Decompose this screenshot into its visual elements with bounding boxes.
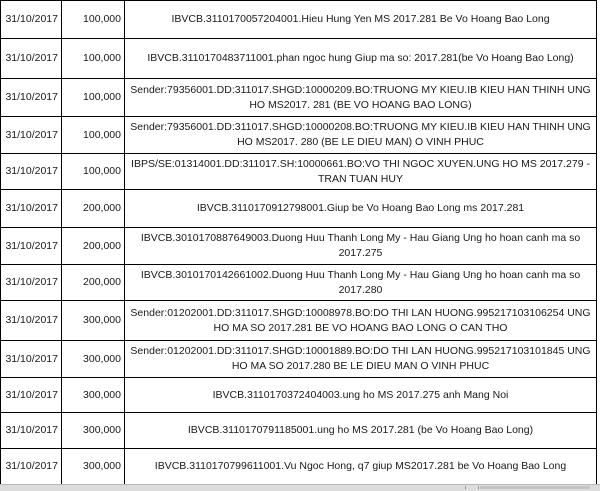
table-row [1,341,597,378]
description-cell: Sender:79356001.DD:311017.SHGD:10000209.BO:TRUONG MY KIEU.IB KIEU HAN THINH UNG HO MS2017. 281 (BE VO HOANG BAO LONG) [125,79,597,117]
amount-cell: 200,000 [62,265,125,301]
date-cell: 31/10/2017 [1,413,62,449]
description-cell: IBVCB.3010170142661002.Duong Huu Thanh Long My - Hau Giang Ung ho hoan canh ma so 2017.280 [125,265,597,301]
horizontal-scrollbar[interactable] [480,486,590,489]
amount-cell: 100,000 [62,79,125,117]
date-cell: 31/10/2017 [1,39,62,79]
table-row [1,449,597,485]
date-cell: 31/10/2017 [1,301,62,341]
amount-cell: 100,000 [62,39,125,79]
table-row [1,378,597,413]
amount-cell: 300,000 [62,301,125,341]
date-cell: 31/10/2017 [1,79,62,117]
description-cell: Sender:79356001.DD:311017.SHGD:10000208.BO:TRUONG MY KIEU.IB KIEU HAN THINH UNG HO MS2017. 280 (BE LE DIEU MAN) O VINH PHUC [125,117,597,154]
table-row [1,154,597,190]
date-cell: 31/10/2017 [1,265,62,301]
description-cell: IBPS/SE:01314001.DD:311017.SH:10000661.BO:VO THI NGOC XUYEN.UNG HO MS 2017.279 -TRAN TUAN HUY [125,154,597,190]
description-cell: Sender:01202001.DD:311017.SHGD:10008978.BO:DO THI LAN HUONG.995217103106254 UNG HO MA SO 2017.281 BE VO HOANG BAO LONG O CAN THO [125,301,597,341]
donation-table-body [1,1,597,485]
amount-cell: 200,000 [62,190,125,228]
date-cell: 31/10/2017 [1,190,62,228]
description-cell: IBVCB.3110170912798001.Giup be Vo Hoang Bao Long ms 2017.281 [125,190,597,228]
date-cell: 31/10/2017 [1,378,62,413]
description-cell: IBVCB.3010170887649003.Duong Huu Thanh Long My - Hau Giang Ung ho hoan canh ma so 2017.275 [125,228,597,265]
table-row [1,265,597,301]
table-row [1,1,597,39]
date-cell: 31/10/2017 [1,154,62,190]
table-row [1,190,597,228]
table-row [1,301,597,341]
amount-cell: 300,000 [62,378,125,413]
amount-cell: 100,000 [62,1,125,39]
date-cell: 31/10/2017 [1,1,62,39]
date-cell: 31/10/2017 [1,117,62,154]
table-row [1,228,597,265]
amount-cell: 100,000 [62,154,125,190]
amount-cell: 200,000 [62,228,125,265]
description-cell: Sender:01202001.DD:311017.SHGD:10001889.BO:DO THI LAN HUONG.995217103101845 UNG HO MA SO 2017.280 BE LE DIEU MAN O VINH PHUC [125,341,597,378]
split-grip-handle[interactable] [465,486,479,489]
table-row [1,79,597,117]
amount-cell: 300,000 [62,413,125,449]
amount-cell: 300,000 [62,449,125,485]
table-row [1,39,597,79]
date-cell: 31/10/2017 [1,449,62,485]
table-row [1,413,597,449]
table-row [1,117,597,154]
amount-cell: 300,000 [62,341,125,378]
description-cell: IBVCB.3110170791185001.ung ho MS 2017.281 (be Vo Hoang Bao Long) [125,413,597,449]
description-cell: IBVCB.3110170483711001.phan ngoc hung Giup ma so: 2017.281(be Vo Hoang Bao Long) [125,39,597,79]
amount-cell: 100,000 [62,117,125,154]
description-cell: IBVCB.3110170372404003.ung ho MS 2017.275 anh Mang Noi [125,378,597,413]
description-cell: IBVCB.3110170057204001.Hieu Hung Yen MS 2017.281 Be Vo Hoang Bao Long [125,1,597,39]
description-cell: IBVCB.3110170799611001.Vu Ngoc Hong, q7 giup MS2017.281 be Vo Hoang Bao Long [125,449,597,485]
date-cell: 31/10/2017 [1,341,62,378]
date-cell: 31/10/2017 [1,228,62,265]
